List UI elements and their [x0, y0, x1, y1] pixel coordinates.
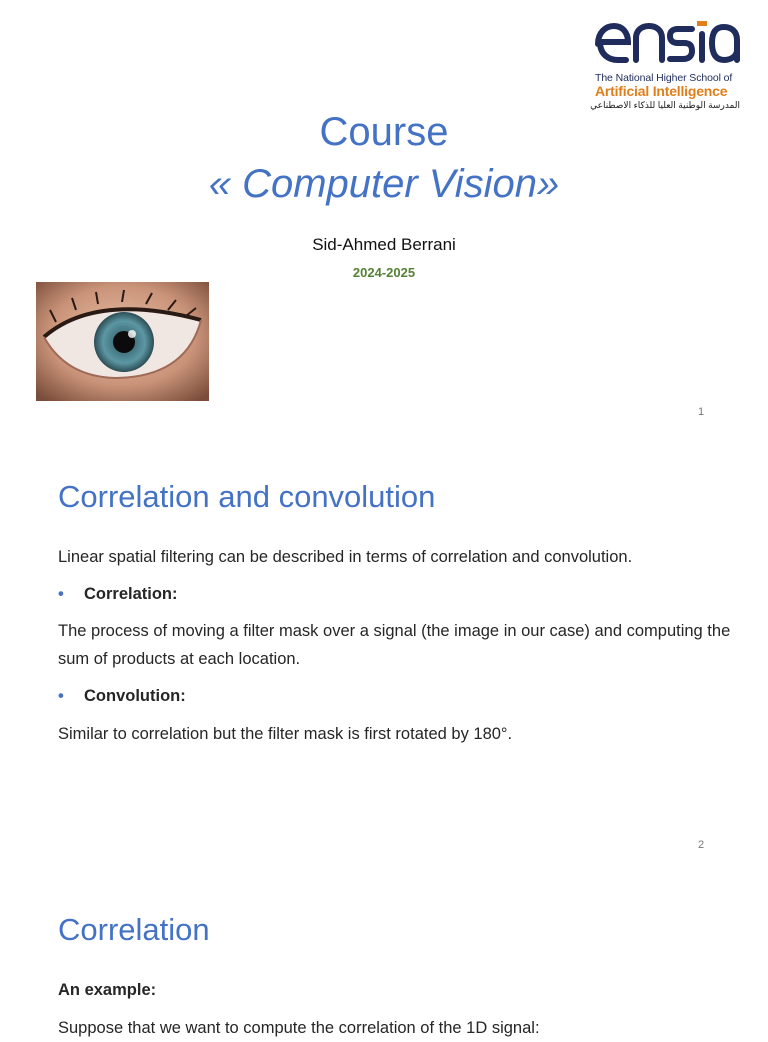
logo-school-name: The National Higher School of	[595, 72, 733, 84]
convolution-definition: Similar to correlation but the filter mask is first rotated by 180°.	[58, 725, 513, 743]
bullet-label: Convolution:	[84, 687, 186, 705]
logo-ai-name: Artificial Intelligence	[595, 83, 728, 99]
author-name: Sid-Ahmed Berrani	[312, 235, 456, 254]
bullet-correlation	[58, 585, 178, 604]
slide-heading: Correlation	[58, 912, 210, 947]
slide-3	[0, 866, 768, 1037]
slide-1	[0, 0, 768, 433]
ensia-wordmark	[594, 16, 744, 72]
bullet-label: Correlation:	[84, 585, 178, 603]
intro-text: Linear spatial filtering can be described in terms of correlation and convolution.	[58, 548, 633, 566]
course-title: Course	[319, 110, 449, 154]
bullet-dot: •	[58, 585, 64, 603]
slide-heading: Correlation and convolution	[58, 479, 436, 514]
page-number: 2	[698, 839, 705, 851]
slide-2	[0, 433, 768, 866]
correlation-definition: The process of moving a filter mask over a signal (the image in our case) and computing the sum of products at each location.	[58, 622, 731, 668]
bullet-convolution	[58, 687, 186, 706]
course-subtitle: « Computer Vision»	[208, 162, 560, 206]
bullet-dot: •	[58, 687, 64, 705]
academic-year: 2024-2025	[352, 265, 416, 280]
example-text: Suppose that we want to compute the correlation of the 1D signal:	[58, 1019, 540, 1037]
logo-arabic-name: المدرسة الوطنية العليا للذكاء الاصطناعي	[590, 100, 740, 110]
page-number: 1	[698, 406, 705, 418]
example-label: An example:	[58, 981, 157, 999]
eye-image	[36, 282, 209, 401]
ensia-logo	[590, 16, 744, 112]
